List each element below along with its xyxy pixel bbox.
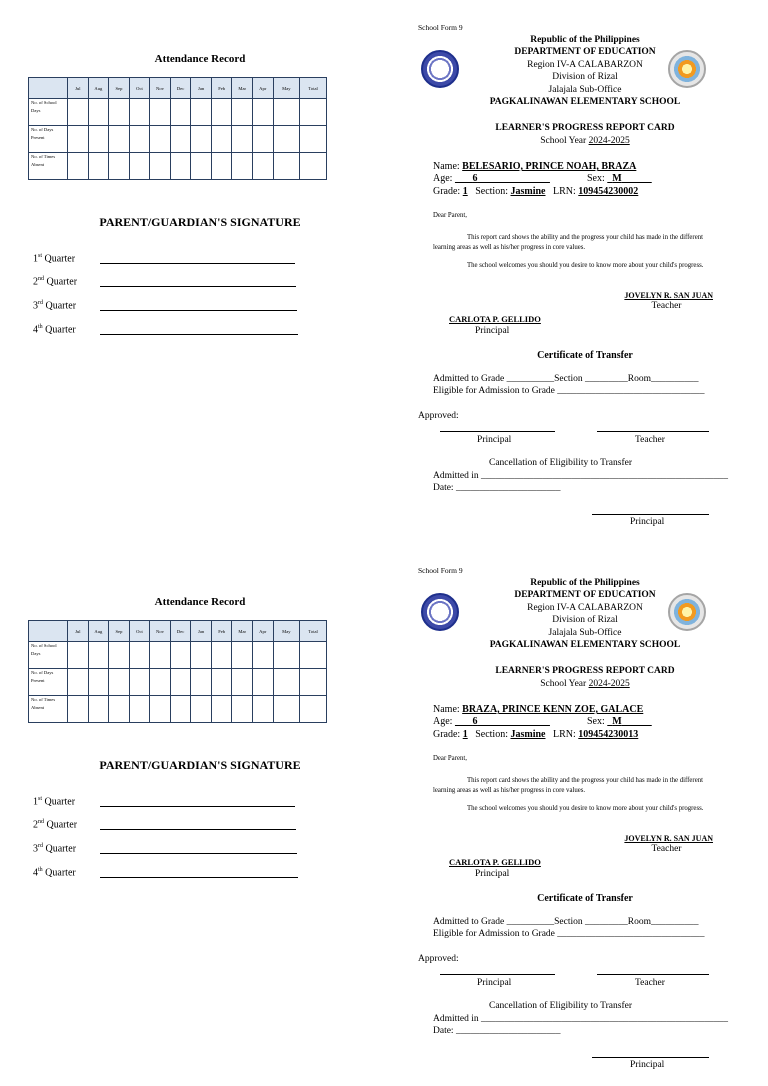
- attendance-title: Attendance Record: [154, 53, 246, 65]
- attendance-cell[interactable]: [300, 126, 327, 153]
- attendance-cell[interactable]: [150, 669, 171, 696]
- month-header: May: [273, 78, 300, 99]
- report-paragraph-2: The school welcomes you should you desire to know more about your child's progress.: [467, 805, 704, 812]
- attendance-cell[interactable]: [211, 99, 232, 126]
- corner-cell: [29, 621, 68, 642]
- dear-parent: Dear Parent,: [433, 212, 467, 219]
- date-field: Date: ______________________: [433, 1026, 561, 1036]
- attendance-cell[interactable]: [300, 669, 327, 696]
- quarter-label: 4th Quarter: [33, 867, 76, 879]
- attendance-cell[interactable]: [232, 696, 253, 723]
- eligible-for-admission: Eligible for Admission to Grade _______________________________: [433, 929, 705, 939]
- attendance-cell[interactable]: [252, 642, 273, 669]
- admitted-in-field: Admitted in ____________________________________________________: [433, 1014, 729, 1024]
- quarter-label: 1st Quarter: [33, 796, 76, 808]
- principal-role: Principal: [475, 869, 510, 879]
- student-lrn: 109454230002: [578, 186, 639, 197]
- quarter-label: 3rd Quarter: [33, 300, 77, 312]
- age-field: Age: 6: [433, 716, 478, 727]
- teacher-name: JOVELYN R. SAN JUAN: [624, 834, 713, 843]
- grade-section-lrn-field: Grade: 1 Section: Jasmine LRN: 109454230013: [433, 729, 639, 740]
- quarter-signature-line[interactable]: [100, 310, 297, 311]
- attendance-row: [29, 153, 327, 180]
- attendance-cell[interactable]: [109, 126, 130, 153]
- school-form-label: School Form 9: [418, 566, 463, 575]
- corner-cell: [29, 78, 68, 99]
- attendance-cell[interactable]: [129, 126, 150, 153]
- student-grade: 1: [462, 729, 468, 740]
- attendance-cell[interactable]: [109, 153, 130, 180]
- attendance-cell[interactable]: [300, 696, 327, 723]
- attendance-cell[interactable]: [300, 642, 327, 669]
- month-header: Total: [300, 621, 327, 642]
- cancellation-title: Cancellation of Eligibility to Transfer: [489, 1001, 633, 1011]
- student-grade: 1: [462, 186, 468, 197]
- quarter-label: 1st Quarter: [33, 253, 76, 265]
- division-label: Division of Rizal: [552, 615, 618, 625]
- admitted-in-field: Admitted in ____________________________________________________: [433, 471, 729, 481]
- republic-label: Republic of the Philippines: [530, 578, 640, 588]
- admitted-to-grade: Admitted to Grade __________Section _________Room__________: [433, 917, 699, 927]
- attendance-cell[interactable]: [109, 696, 130, 723]
- report-card: [0, 543, 768, 1086]
- attendance-cell[interactable]: [170, 126, 191, 153]
- principal-name: CARLOTA P. GELLIDO: [449, 857, 541, 867]
- attendance-cell[interactable]: [129, 642, 150, 669]
- attendance-cell[interactable]: [150, 696, 171, 723]
- signature-title: PARENT/GUARDIAN'S SIGNATURE: [99, 758, 301, 772]
- attendance-cell[interactable]: [252, 669, 273, 696]
- final-principal-signature-line: [592, 1057, 709, 1058]
- quarter-signature-line[interactable]: [100, 829, 296, 830]
- attendance-cell[interactable]: [170, 669, 191, 696]
- attendance-cell[interactable]: [150, 126, 171, 153]
- approved-label: Approved:: [418, 411, 459, 421]
- attendance-cell[interactable]: [252, 696, 273, 723]
- attendance-cell[interactable]: [232, 126, 253, 153]
- attendance-cell[interactable]: [191, 153, 212, 180]
- attendance-cell[interactable]: [232, 642, 253, 669]
- student-name-field: Name: BELESARIO, PRINCE NOAH, BRAZA: [433, 161, 637, 172]
- attendance-cell[interactable]: [191, 642, 212, 669]
- month-header: Jul: [68, 621, 89, 642]
- student-lrn: 109454230013: [578, 729, 639, 740]
- teacher-name: JOVELYN R. SAN JUAN: [624, 291, 713, 300]
- attendance-cell[interactable]: [88, 153, 109, 180]
- attendance-cell[interactable]: [232, 153, 253, 180]
- school-name: PAGKALINAWAN ELEMENTARY SCHOOL: [489, 97, 681, 107]
- report-title: LEARNER'S PROGRESS REPORT CARD: [495, 666, 675, 676]
- attendance-cell[interactable]: [252, 153, 273, 180]
- attendance-cell[interactable]: [150, 99, 171, 126]
- quarter-signature-line[interactable]: [100, 263, 295, 264]
- month-header: Jul: [68, 78, 89, 99]
- signature-title: PARENT/GUARDIAN'S SIGNATURE: [99, 215, 301, 229]
- student-name: BELESARIO, PRINCE NOAH, BRAZA: [462, 161, 637, 172]
- quarter-signature-line[interactable]: [100, 877, 298, 878]
- grade-section-lrn-field: Grade: 1 Section: Jasmine LRN: 109454230002: [433, 186, 639, 197]
- attendance-cell[interactable]: [68, 696, 89, 723]
- quarter-signature-line[interactable]: [100, 853, 297, 854]
- month-header: Dec: [170, 621, 191, 642]
- approved-teacher-role: Teacher: [635, 978, 665, 988]
- month-header: Nov: [150, 78, 171, 99]
- attendance-cell[interactable]: [170, 696, 191, 723]
- school-year: School Year 2024-2025: [540, 136, 630, 146]
- certificate-title: Certificate of Transfer: [537, 350, 633, 361]
- month-header: Mar: [232, 621, 253, 642]
- final-principal-role: Principal: [630, 517, 665, 527]
- report-paragraph-1: This report card shows the ability and the progress your child has made in the different learning areas as well as his/her progress in core values.: [433, 234, 704, 251]
- attendance-cell[interactable]: [150, 153, 171, 180]
- month-header: Oct: [129, 621, 150, 642]
- principal-role: Principal: [475, 326, 510, 336]
- month-header: Apr: [252, 78, 273, 99]
- attendance-row: [29, 642, 327, 669]
- quarter-signature-line[interactable]: [100, 334, 298, 335]
- principal-name: CARLOTA P. GELLIDO: [449, 314, 541, 324]
- report-paragraph-1: This report card shows the ability and the progress your child has made in the different learning areas as well as his/her progress in core values.: [433, 777, 704, 794]
- certificate-title: Certificate of Transfer: [537, 893, 633, 904]
- attendance-cell[interactable]: [88, 669, 109, 696]
- attendance-cell[interactable]: [129, 153, 150, 180]
- month-header: Aug: [88, 78, 109, 99]
- attendance-cell[interactable]: [273, 642, 300, 669]
- approved-principal-role: Principal: [477, 978, 512, 988]
- attendance-cell[interactable]: [170, 642, 191, 669]
- month-header: Sep: [109, 621, 130, 642]
- attendance-row: [29, 99, 327, 126]
- attendance-row: [29, 696, 327, 723]
- month-header: Aug: [88, 621, 109, 642]
- attendance-cell[interactable]: [211, 126, 232, 153]
- age-field: Age: 6: [433, 173, 478, 184]
- attendance-cell[interactable]: [191, 669, 212, 696]
- attendance-cell[interactable]: [252, 99, 273, 126]
- teacher-signature-line: [597, 431, 709, 432]
- suboffice-label: Jalajala Sub-Office: [548, 85, 622, 95]
- attendance-cell[interactable]: [273, 99, 300, 126]
- attendance-cell[interactable]: [211, 696, 232, 723]
- school-year: School Year 2024-2025: [540, 679, 630, 689]
- region-label: Region IV-A CALABARZON: [527, 603, 643, 613]
- attendance-cell[interactable]: [300, 153, 327, 180]
- attendance-cell[interactable]: [68, 153, 89, 180]
- month-header: Jan: [191, 621, 212, 642]
- attendance-cell[interactable]: [170, 99, 191, 126]
- teacher-role: Teacher: [651, 301, 682, 311]
- attendance-cell[interactable]: [191, 696, 212, 723]
- attendance-header-row: [29, 78, 327, 99]
- principal-signature-line: [440, 431, 555, 432]
- attendance-cell[interactable]: [68, 99, 89, 126]
- attendance-cell[interactable]: [88, 99, 109, 126]
- attendance-cell[interactable]: [252, 126, 273, 153]
- attendance-title: Attendance Record: [154, 596, 246, 608]
- attendance-cell[interactable]: [211, 153, 232, 180]
- teacher-signature-line: [597, 974, 709, 975]
- month-header: Feb: [211, 621, 232, 642]
- attendance-cell[interactable]: [129, 696, 150, 723]
- attendance-row-label: No. of Times Absent: [29, 696, 68, 723]
- student-age: 6: [472, 173, 478, 184]
- month-header: Apr: [252, 621, 273, 642]
- approved-principal-role: Principal: [477, 435, 512, 445]
- student-sex: M: [612, 716, 622, 727]
- attendance-cell[interactable]: [273, 153, 300, 180]
- student-sex: M: [612, 173, 622, 184]
- sex-field: Sex: M: [587, 716, 622, 727]
- attendance-header-row: [29, 621, 327, 642]
- month-header: Dec: [170, 78, 191, 99]
- attendance-row-label: No. of Days Present: [29, 126, 68, 153]
- approved-teacher-role: Teacher: [635, 435, 665, 445]
- quarter-signature-line[interactable]: [100, 806, 295, 807]
- month-header: Oct: [129, 78, 150, 99]
- cancellation-title: Cancellation of Eligibility to Transfer: [489, 458, 633, 468]
- school-name: PAGKALINAWAN ELEMENTARY SCHOOL: [489, 640, 681, 650]
- quarter-label: 2nd Quarter: [33, 276, 78, 288]
- attendance-cell[interactable]: [129, 669, 150, 696]
- month-header: Jan: [191, 78, 212, 99]
- quarter-signature-line[interactable]: [100, 286, 296, 287]
- attendance-cell[interactable]: [211, 669, 232, 696]
- final-principal-role: Principal: [630, 1060, 665, 1070]
- attendance-cell[interactable]: [109, 99, 130, 126]
- attendance-cell[interactable]: [211, 642, 232, 669]
- date-field: Date: ______________________: [433, 483, 561, 493]
- division-label: Division of Rizal: [552, 72, 618, 82]
- attendance-cell[interactable]: [191, 99, 212, 126]
- month-header: May: [273, 621, 300, 642]
- month-header: Nov: [150, 621, 171, 642]
- attendance-cell[interactable]: [191, 126, 212, 153]
- final-principal-signature-line: [592, 514, 709, 515]
- student-name: BRAZA, PRINCE KENN ZOE, GALACE: [462, 704, 644, 715]
- school-form-label: School Form 9: [418, 23, 463, 32]
- attendance-table: [28, 620, 327, 723]
- department-label: DEPARTMENT OF EDUCATION: [514, 590, 656, 600]
- month-header: Feb: [211, 78, 232, 99]
- attendance-cell[interactable]: [88, 696, 109, 723]
- region-label: Region IV-A CALABARZON: [527, 60, 643, 70]
- attendance-cell[interactable]: [68, 642, 89, 669]
- student-name-field: Name: BRAZA, PRINCE KENN ZOE, GALACE: [433, 704, 644, 715]
- sex-field: Sex: M: [587, 173, 622, 184]
- attendance-cell[interactable]: [273, 696, 300, 723]
- attendance-cell[interactable]: [109, 642, 130, 669]
- attendance-row-label: No. of Days Present: [29, 669, 68, 696]
- month-header: Sep: [109, 78, 130, 99]
- attendance-cell[interactable]: [109, 669, 130, 696]
- eligible-for-admission: Eligible for Admission to Grade _______________________________: [433, 386, 705, 396]
- attendance-cell[interactable]: [300, 99, 327, 126]
- attendance-row: [29, 669, 327, 696]
- month-header: Mar: [232, 78, 253, 99]
- attendance-row: [29, 126, 327, 153]
- admitted-to-grade: Admitted to Grade __________Section _________Room__________: [433, 374, 699, 384]
- attendance-cell[interactable]: [88, 642, 109, 669]
- report-paragraph-2: The school welcomes you should you desire to know more about your child's progress.: [467, 262, 704, 269]
- attendance-row-label: No. of Times Absent: [29, 153, 68, 180]
- attendance-cell[interactable]: [232, 99, 253, 126]
- teacher-role: Teacher: [651, 844, 682, 854]
- quarter-label: 2nd Quarter: [33, 819, 78, 831]
- attendance-cell[interactable]: [68, 669, 89, 696]
- attendance-row-label: No. of School Days: [29, 642, 68, 669]
- quarter-label: 4th Quarter: [33, 324, 76, 336]
- month-header: Total: [300, 78, 327, 99]
- quarter-label: 3rd Quarter: [33, 843, 77, 855]
- dear-parent: Dear Parent,: [433, 755, 467, 762]
- attendance-cell[interactable]: [88, 126, 109, 153]
- attendance-cell[interactable]: [150, 642, 171, 669]
- attendance-table: [28, 77, 327, 180]
- principal-signature-line: [440, 974, 555, 975]
- suboffice-label: Jalajala Sub-Office: [548, 628, 622, 638]
- attendance-cell[interactable]: [129, 99, 150, 126]
- report-title: LEARNER'S PROGRESS REPORT CARD: [495, 123, 675, 133]
- student-section: Jasmine: [510, 186, 546, 197]
- student-age: 6: [472, 716, 478, 727]
- department-label: DEPARTMENT OF EDUCATION: [514, 47, 656, 57]
- attendance-cell[interactable]: [232, 669, 253, 696]
- attendance-cell[interactable]: [170, 153, 191, 180]
- attendance-cell[interactable]: [273, 669, 300, 696]
- approved-label: Approved:: [418, 954, 459, 964]
- republic-label: Republic of the Philippines: [530, 35, 640, 45]
- student-section: Jasmine: [510, 729, 546, 740]
- attendance-cell[interactable]: [273, 126, 300, 153]
- attendance-cell[interactable]: [68, 126, 89, 153]
- attendance-row-label: No. of School Days: [29, 99, 68, 126]
